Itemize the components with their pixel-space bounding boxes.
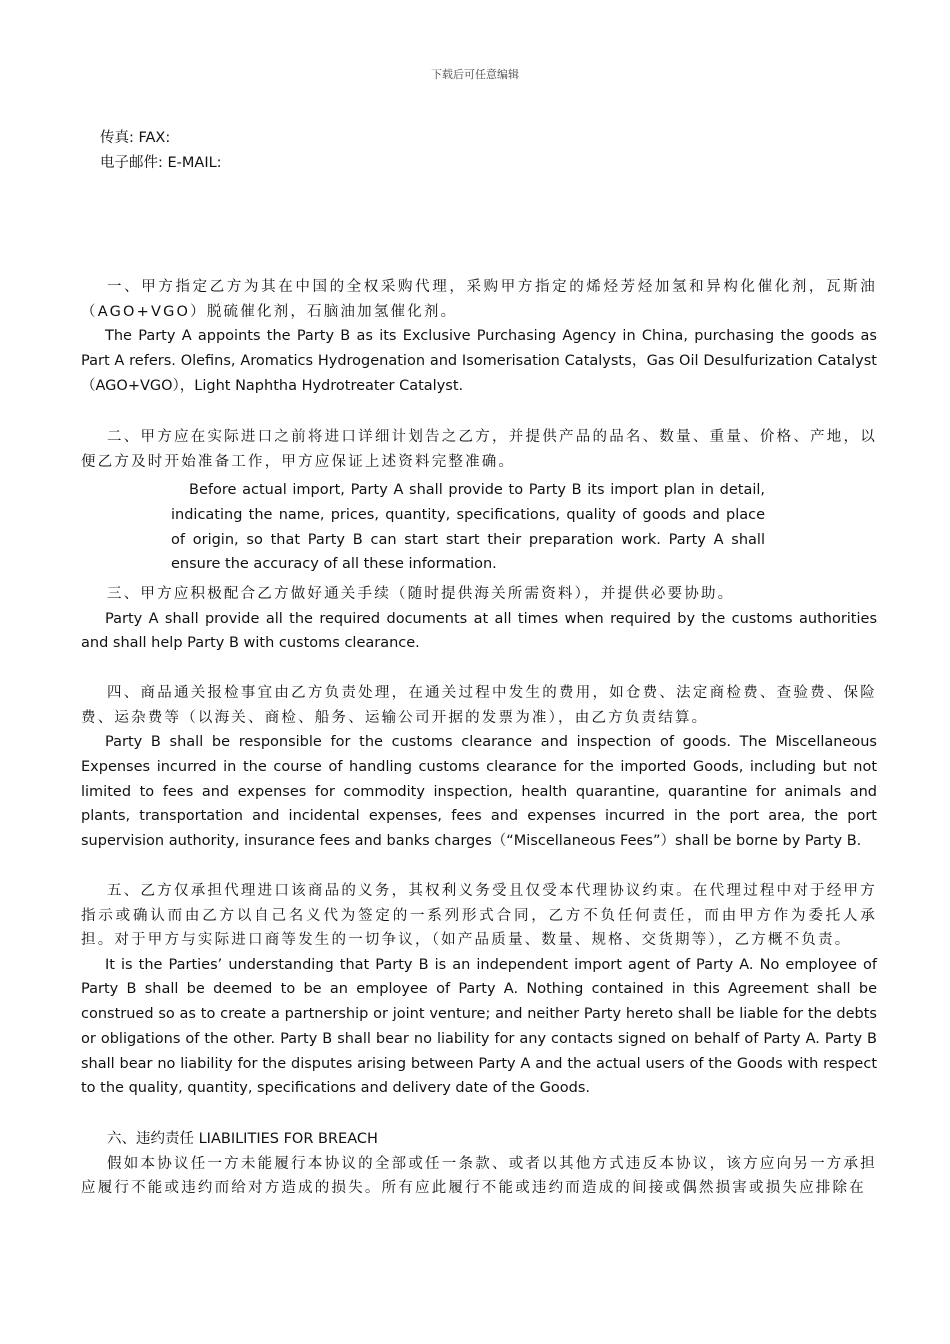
clause-5 [81, 879, 877, 1101]
clause-2-chinese: 二、甲方应在实际进口之前将进口详细计划告之乙方，并提供产品的品名、数量、重量、价格、产地，以便乙方及时开始准备工作，甲方应保证上述资料完整准确。 [81, 429, 877, 470]
clause-3 [81, 582, 877, 656]
clause-6-title: 六、违约责任 LIABILITIES FOR BREACH [107, 1131, 378, 1147]
clause-2 [81, 425, 877, 474]
clause-1 [81, 275, 877, 398]
email-line: 电子邮件: E-MAIL: [100, 155, 222, 171]
clause-3-english: Party A shall provide all the required documents at all times when required by the customs authorities and shall help Party B with customs clearance. [81, 610, 877, 652]
fax-line: 传真: FAX: [100, 130, 171, 146]
clause-5-chinese: 五、乙方仅承担代理进口该商品的义务，其权利义务受且仅受本代理协议约束。在代理过程中对于经甲方指示或确认而由乙方以自己名义代为签定的一系列形式合同，乙方不负任何责任，而由甲方作为委托人承担。对于甲方与实际进口商等发生的一切争议，（如产品质量、数量、规格、交货期等），乙方概不负责。 [81, 883, 877, 948]
clause-4 [81, 681, 877, 854]
page-header: 下载后可任意编辑 [431, 68, 519, 81]
clause-1-chinese: 一、甲方指定乙方为其在中国的全权采购代理，采购甲方指定的烯烃芳烃加氢和异构化催化剂，瓦斯油（AGO+VGO）脱硫催化剂，石脑油加氢催化剂。 [81, 279, 877, 320]
clause-6-chinese: 假如本协议任一方未能履行本协议的全部或任一条款、或者以其他方式违反本协议，该方应向另一方承担应履行不能或违约而给对方造成的损失。所有应此履行不能或违约而造成的间接或偶然损害或损失应排除在 [81, 1155, 877, 1197]
clause-4-english: Party B shall be responsible for the customs clearance and inspection of goods. The Miscellaneous Expenses incurred in the course of handling customs clearance for the imported Goods, including but not limited to fees and expenses for commodity inspection, health quarantine, quarantine for animals and plants, transportation and incidental expenses, fees and expenses incurred in the port area, the port supervision authority, insurance fees and banks charges（“Miscellaneous Fees”）shall be borne by Party B. [81, 734, 877, 850]
clause-2-english-block [171, 478, 765, 577]
clause-6 [81, 1127, 877, 1201]
clause-4-chinese: 四、商品通关报检事宜由乙方负责处理，在通关过程中发生的费用，如仓费、法定商检费、查验费、保险费、运杂费等（以海关、商检、船务、运输公司开据的发票为准），由乙方负责结算。 [81, 685, 877, 726]
clause-5-english: It is the Parties’ understanding that Party B is an independent import agent of Party A. No employee of Party B shall be deemed to be an employee of Party A. Nothing contained in this Agreement shall be construed so as to create a partnership or joint venture; and neither Party hereto shall be liable for the debts or obligations of the other. Party B shall bear no liability for any contacts signed on behalf of Party A. Party B shall bear no liability for the disputes arising between Party A and the actual users of the Goods with respect to the quality, quantity, specifications and delivery date of the Goods. [81, 956, 877, 1097]
clause-1-english: The Party A appoints the Party B as its Exclusive Purchasing Agency in China, purchasing the goods as Part A refers. Olefins, Aromatics Hydrogenation and Isomerisation Catalysts，Gas Oil Desulfurization Catalyst（AGO+VGO），Light Naphtha Hydrotreater Catalyst. [81, 328, 877, 394]
clause-2-english: Before actual import, Party A shall provide to Party B its import plan in detail, indicating the name, prices, quantity, specifications, quality of goods and place of origin, so that Party B can start start their preparation work. Party A shall ensure the accuracy of all these information. [171, 482, 765, 573]
clause-3-chinese: 三、甲方应积极配合乙方做好通关手续（随时提供海关所需资料），并提供必要协助。 [107, 586, 735, 602]
